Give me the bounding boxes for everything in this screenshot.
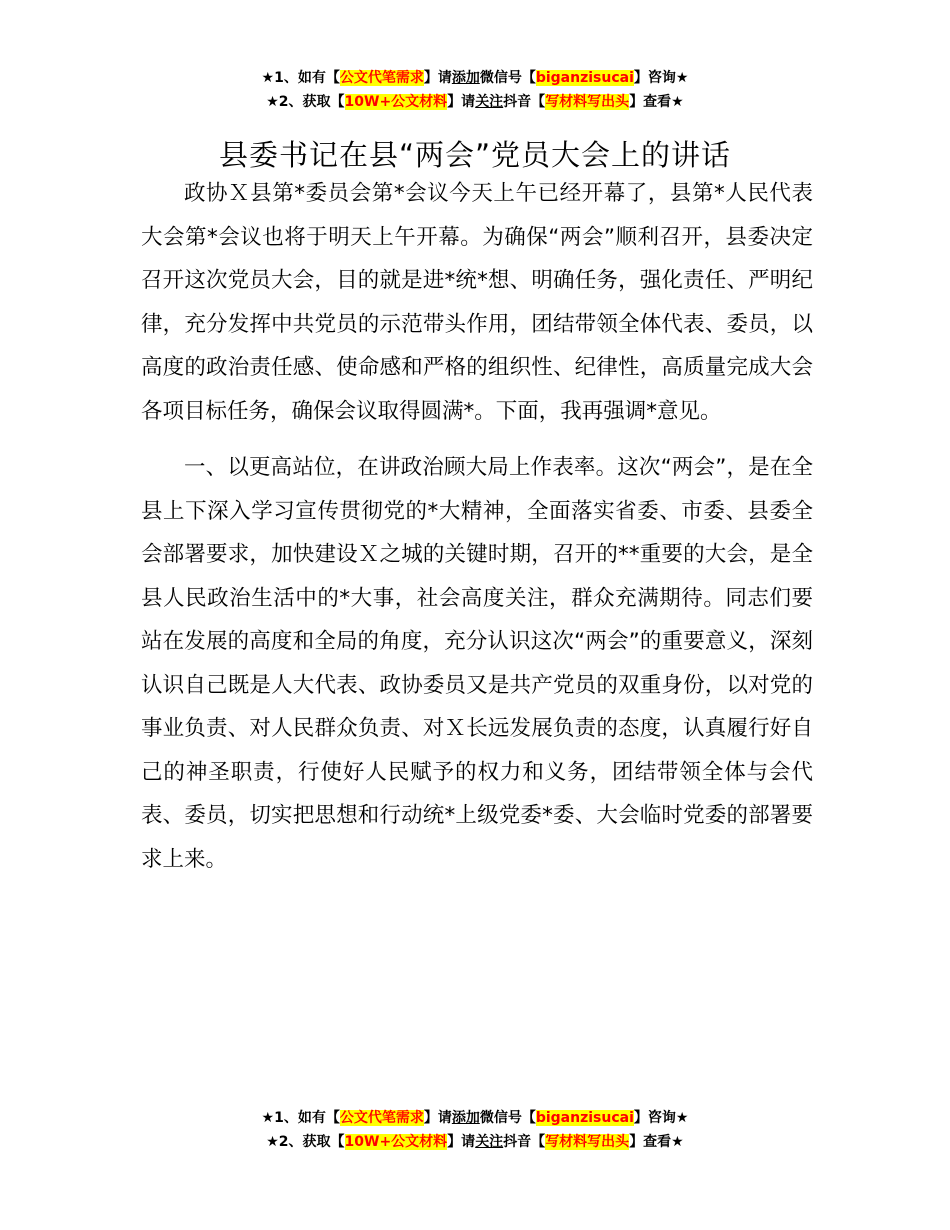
- banner-text: ★1、如有【: [261, 1110, 340, 1126]
- banner-line-1: [0, 66, 950, 90]
- banner-text: 】查看★: [629, 1134, 684, 1150]
- banner-highlight: 写材料写出头: [545, 1134, 630, 1150]
- banner-text: 微信号【: [479, 70, 536, 86]
- banner-highlight: 10W+公文材料: [344, 1134, 448, 1150]
- banner-text: 】请: [447, 1134, 476, 1150]
- banner-text: 】请: [447, 94, 476, 110]
- banner-text: 】请: [423, 1110, 452, 1126]
- banner-highlight: biganzisucai: [535, 1110, 634, 1126]
- banner-highlight: 10W+公文材料: [344, 94, 448, 110]
- banner-line-2: [0, 90, 950, 114]
- banner-text: 】查看★: [629, 94, 684, 110]
- banner-text: 】请: [423, 70, 452, 86]
- banner-text: 】咨询★: [633, 1110, 689, 1126]
- banner-highlight: 公文代笔需求: [339, 70, 424, 86]
- paragraph: 一、以更高站位，在讲政治顾大局上作表率。这次“两会”，是在全县上下深入学习宣传贯彻党的*大精神，全面落实省委、市委、县委全会部署要求，加快建设Ｘ之城的关键时期，召开的**重要的大会，是全县人民政治生活中的*大事，社会高度关注，群众充满期待。同志们要站在发展的高度和全局的角度，充分认识这次“两会”的重要意义，深刻认识自己既是人大代表、政协委员又是共产党员的双重身份，以对党的事业负责、对人民群众负责、对Ｘ长远发展负责的态度，认真履行好自己的神圣职责，行使好人民赋予的权力和义务，团结带领全体与会代表、委员，切实把思想和行动统*上级党委*委、大会临时党委的部署要求上来。: [141, 455, 813, 872]
- banner-line-1: [0, 1106, 950, 1130]
- document-body: [141, 172, 813, 894]
- banner-highlight: biganzisucai: [535, 70, 634, 86]
- banner-underline: 关注: [475, 94, 504, 110]
- banner-text: 】咨询★: [633, 70, 689, 86]
- banner-highlight: 写材料写出头: [545, 94, 630, 110]
- banner-underline: 关注: [475, 1134, 504, 1150]
- banner-text: ★1、如有【: [261, 70, 340, 86]
- banner-highlight: 公文代笔需求: [339, 1110, 424, 1126]
- banner-line-2: [0, 1130, 950, 1154]
- paragraph: 政协Ｘ县第*委员会第*会议今天上午已经开幕了，县第*人民代表大会第*会议也将于明天上午开幕。为确保“两会”顺利召开，县委决定召开这次党员大会，目的就是进*统*想、明确任务，强化责任、严明纪律，充分发挥中共党员的示范带头作用，团结带领全体代表、委员，以高度的政治责任感、使命感和严格的组织性、纪律性，高质量完成大会各项目标任务，确保会议取得圆满*。下面，我再强调*意见。: [141, 181, 813, 424]
- footer-banner: [0, 1106, 950, 1154]
- header-banner: [0, 66, 950, 114]
- banner-text: ★2、获取【: [266, 1134, 345, 1150]
- document-title: 县委书记在县“两会”党员大会上的讲话: [218, 138, 732, 173]
- banner-underline: 添加: [451, 1110, 480, 1126]
- banner-text: 微信号【: [479, 1110, 536, 1126]
- banner-text: 抖音【: [503, 94, 546, 110]
- banner-underline: 添加: [451, 70, 480, 86]
- banner-text: 抖音【: [503, 1134, 546, 1150]
- banner-text: ★2、获取【: [266, 94, 345, 110]
